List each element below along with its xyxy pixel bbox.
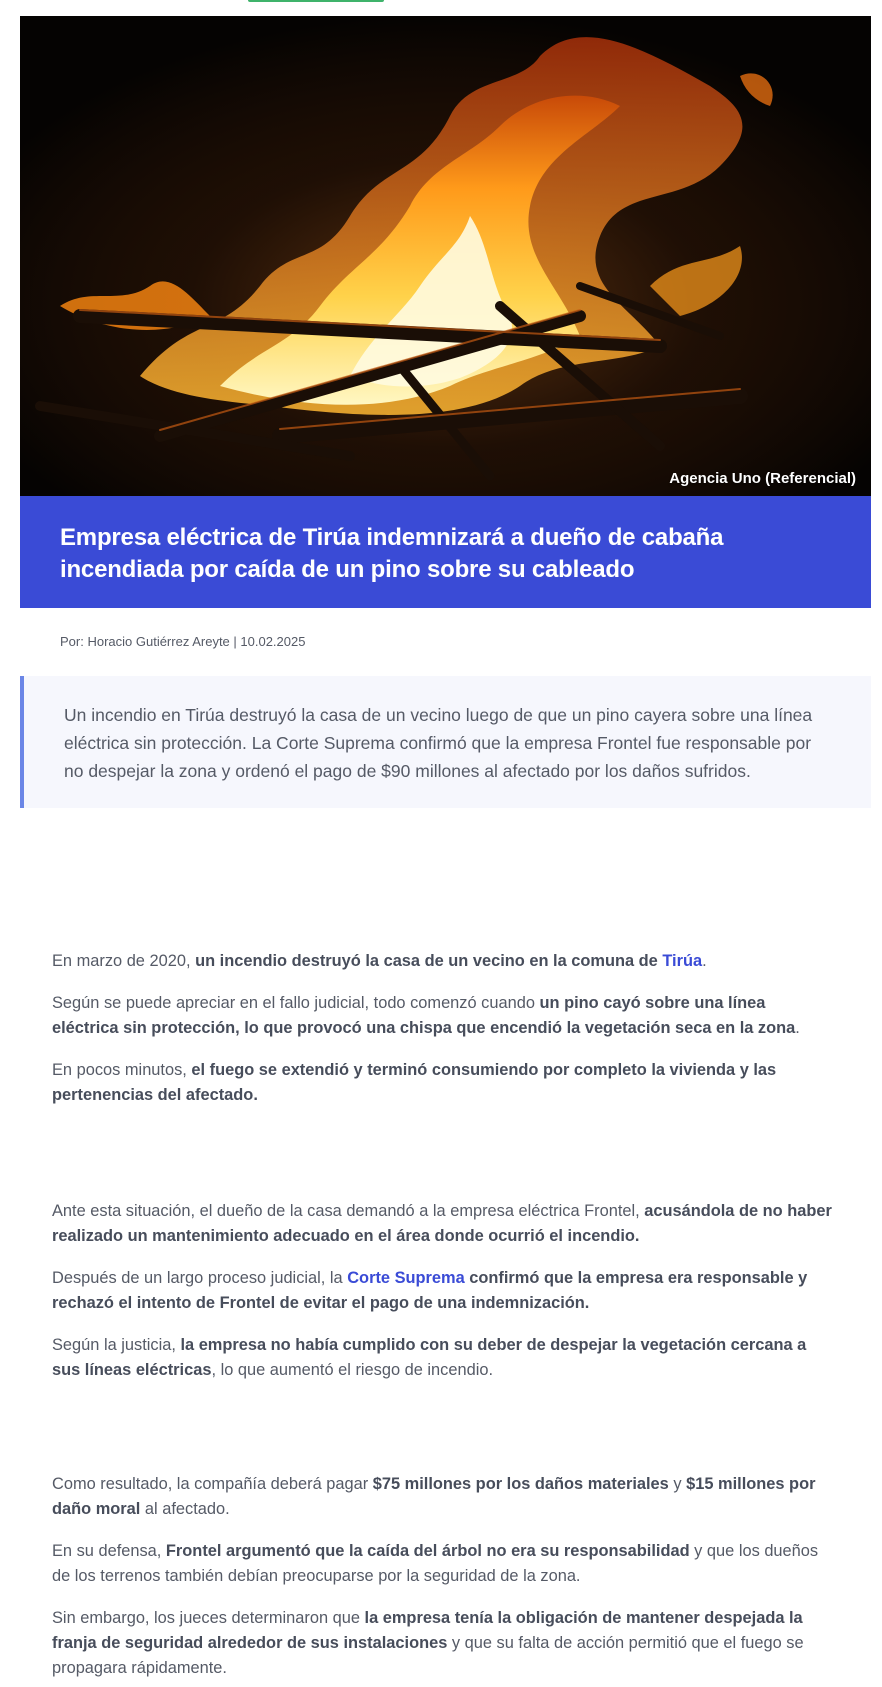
text-span: Ante esta situación, el dueño de la casa demandó a la empresa eléctrica Frontel, <box>52 1202 645 1220</box>
bold-span: la empresa no había cumplido con su deber de despejar la vegetación cercana a sus líneas eléctricas <box>52 1336 807 1379</box>
fire-photo <box>20 16 871 496</box>
paragraph-2 <box>52 991 834 1041</box>
text-span: Después de un largo proceso judicial, la <box>52 1269 348 1287</box>
text-span: Como resultado, la compañía deberá pagar <box>52 1475 373 1493</box>
paragraph-7 <box>52 1472 834 1522</box>
text-span: y que los dueños de los terrenos también debían preocuparse por la seguridad de la zona. <box>52 1542 819 1585</box>
paragraph-6 <box>52 1333 834 1383</box>
paragraph-1 <box>52 949 834 974</box>
bold-span: la empresa tenía la obligación de mantener despejada la franja de seguridad alrededor de sus instalaciones <box>52 1609 803 1652</box>
paragraph-4 <box>52 1199 834 1249</box>
paragraph-9 <box>52 1606 834 1681</box>
paragraph-5 <box>52 1266 834 1316</box>
text-span: al afectado. <box>140 1500 230 1518</box>
bold-span: el fuego se extendió y terminó consumiendo por completo la vivienda y las pertenencias del afectado. <box>52 1061 777 1104</box>
text-span: En pocos minutos, <box>52 1061 192 1079</box>
text-span: Según se puede apreciar en el fallo judicial, todo comenzó cuando <box>52 994 540 1012</box>
bold-span: Frontel argumentó que la caída del árbol no era su responsabilidad <box>165 1542 690 1560</box>
article-header <box>20 496 871 608</box>
link-corte-suprema[interactable]: Corte Suprema <box>347 1269 465 1287</box>
text-span: En marzo de 2020, <box>52 952 196 970</box>
bold-span: un pino cayó sobre una línea eléctrica sin protección, lo que provocó una chispa que encendió la vegetación seca en la zona <box>52 994 796 1037</box>
bold-span: $15 millones por daño moral <box>52 1475 816 1518</box>
text-span: Sin embargo, los jueces determinaron que <box>52 1609 365 1627</box>
text-span: y que su falta de acción permitió que el fuego se propagara rápidamente. <box>52 1634 804 1677</box>
article-summary <box>20 676 871 808</box>
bold-span: $75 millones por los daños materiales <box>372 1475 669 1493</box>
paragraph-8 <box>52 1539 834 1589</box>
link-tirua[interactable]: Tirúa <box>662 952 703 970</box>
article-byline: Por: Horacio Gutiérrez Areyte | 10.02.2025 <box>60 634 306 649</box>
text-span: En su defensa, <box>52 1542 166 1560</box>
paragraph-3 <box>52 1058 834 1108</box>
bold-span: acusándola de no haber realizado un mantenimiento adecuado en el área donde ocurrió el incendio. <box>52 1202 832 1245</box>
text-span: y <box>668 1475 687 1493</box>
bold-span: confirmó que la empresa era responsable y rechazó el intento de Frontel de evitar el pago de una indemnización. <box>52 1269 808 1312</box>
bold-span: un incendio destruyó la casa de un vecino en la comuna de <box>195 952 663 970</box>
text-span: , lo que aumentó el riesgo de incendio. <box>211 1361 494 1379</box>
text-span: . <box>795 1019 800 1037</box>
text-span: Según la justicia, <box>52 1336 181 1354</box>
text-span: . <box>702 952 707 970</box>
hero-image <box>20 16 871 496</box>
summary-text: Un incendio en Tirúa destruyó la casa de un vecino luego de que un pino cayera sobre una línea eléctrica sin protección. La Corte Suprema confirmó que la empresa Frontel fue responsable por no despejar la zona y ordenó el pago de $90 millones al afectado por los daños sufridos. <box>64 705 813 781</box>
photo-credit: Agencia Uno (Referencial) <box>669 470 856 487</box>
article-title: Empresa eléctrica de Tirúa indemnizará a dueño de cabaña incendiada por caída de un pino sobre su cableado <box>60 524 724 583</box>
top-accent-bar <box>248 0 384 2</box>
